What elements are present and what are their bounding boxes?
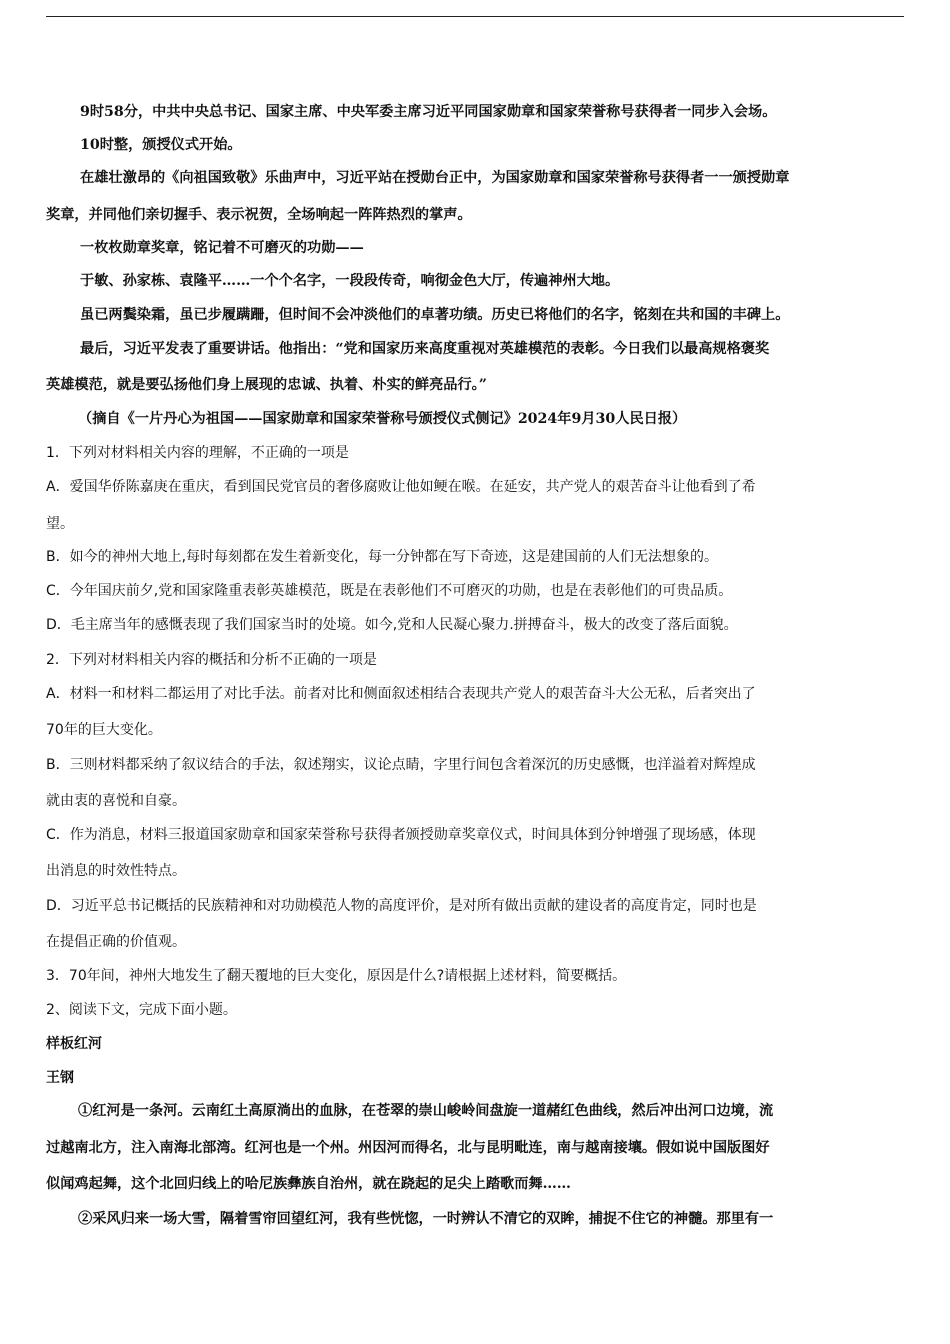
paragraph-line: 于敏、孙家栋、袁隆平……一个个名字，一段段传奇，响彻金色大厅，传遍神州大地。	[80, 273, 620, 289]
option-2d: D．习近平总书记概括的民族精神和对功勋模范人物的高度评价，是对所有做出贡献的建设者的高度肯定，同时也是	[46, 898, 757, 914]
paragraph-line: 一枚枚勋章奖章，铭记着不可磨灭的功勋——	[80, 240, 364, 256]
header-rule	[46, 16, 904, 17]
option-1a-cont: 望。	[46, 516, 74, 532]
paragraph-line: 似闻鸡起舞，这个北回归线上的哈尼族彝族自治州，就在跷起的足尖上踏歌而舞……	[46, 1176, 571, 1192]
section-instruction: 2、阅读下文，完成下面小题。	[46, 1002, 237, 1018]
article-title: 样板红河	[46, 1036, 102, 1052]
paragraph-line: ①红河是一条河。云南红土高原淌出的血脉，在苍翠的崇山峻岭间盘旋一道赭红色曲线，然后冲出河口边境，流	[78, 1103, 774, 1119]
paragraph-line: 最后，习近平发表了重要讲话。他指出：“党和国家历来高度重视对英雄模范的表彰。今日我们以最高规格褒奖	[80, 341, 770, 357]
option-2a: A．材料一和材料二都运用了对比手法。前者对比和侧面叙述相结合表现共产党人的艰苦奋斗大公无私，后者突出了	[46, 686, 756, 702]
source-citation: （摘自《一片丹心为祖国——国家勋章和国家荣誉称号颁授仪式侧记》2024年9月30人民日报）	[78, 411, 687, 427]
paragraph-line: ②采风归来一场大雪，隔着雪帘回望红河，我有些恍惚，一时辨认不清它的双眸，捕捉不住它的神髓。那里有一	[78, 1211, 774, 1227]
paragraph-line: 奖章，并同他们亲切握手、表示祝贺，全场响起一阵阵热烈的掌声。	[46, 207, 472, 223]
paragraph-line: 英雄模范，就是要弘扬他们身上展现的忠诚、执着、朴实的鲜亮品行。”	[46, 377, 487, 393]
paragraph-line: 过越南北方，注入南海北部湾。红河也是一个州。州因河而得名，北与昆明毗连，南与越南接壤。假如说中国版图好	[46, 1140, 770, 1156]
option-1d: D．毛主席当年的感慨表现了我们国家当时的处境。如今,党和人民凝心聚力.拼搏奋斗，极大的改变了落后面貌。	[46, 617, 738, 633]
question-1: 1．下列对材料相关内容的理解，不正确的一项是	[46, 445, 349, 461]
paragraph-line: 9时58分，中共中央总书记、国家主席、中央军委主席习近平同国家勋章和国家荣誉称号获得者一同步入会场。	[80, 104, 777, 120]
question-2: 2．下列对材料相关内容的概括和分析不正确的一项是	[46, 652, 377, 668]
option-1b: B．如今的神州大地上,每时每刻都在发生着新变化，每一分钟都在写下奇迹，这是建国前的人们无法想象的。	[46, 549, 719, 565]
paragraph-line: 10时整，颁授仪式开始。	[80, 137, 242, 153]
option-1a: A．爱国华侨陈嘉庚在重庆，看到国民党官员的奢侈腐败让他如鲠在喉。在延安，共产党人的艰苦奋斗让他看到了希	[46, 479, 756, 495]
paragraph-line: 虽已两鬓染霜，虽已步履蹒跚，但时间不会冲淡他们的卓著功绩。历史已将他们的名字，铭刻在共和国的丰碑上。	[80, 307, 790, 323]
option-2a-cont: 70年的巨大变化。	[46, 722, 162, 738]
option-1c: C．今年国庆前夕,党和国家隆重表彰英雄模范，既是在表彰他们不可磨灭的功勋，也是在表彰他们的可贵品质。	[46, 583, 733, 599]
paragraph-line: 在雄壮激昂的《向祖国致敬》乐曲声中，习近平站在授勋台正中，为国家勋章和国家荣誉称号获得者一一颁授勋章	[80, 170, 790, 186]
option-2c: C．作为消息，材料三报道国家勋章和国家荣誉称号获得者颁授勋章奖章仪式，时间具体到分钟增强了现场感，体现	[46, 827, 756, 843]
option-2b-cont: 就由衷的喜悦和自豪。	[46, 793, 186, 809]
option-2b: B．三则材料都采纳了叙议结合的手法，叙述翔实，议论点睛，字里行间包含着深沉的历史感慨，也洋溢着对辉煌成	[46, 757, 756, 773]
article-author: 王钢	[46, 1070, 74, 1086]
question-3: 3．70年间，神州大地发生了翻天覆地的巨大变化，原因是什么?请根据上述材料，简要概括。	[46, 968, 627, 984]
option-2c-cont: 出消息的时效性特点。	[46, 863, 186, 879]
option-2d-cont: 在提倡正确的价值观。	[46, 934, 186, 950]
